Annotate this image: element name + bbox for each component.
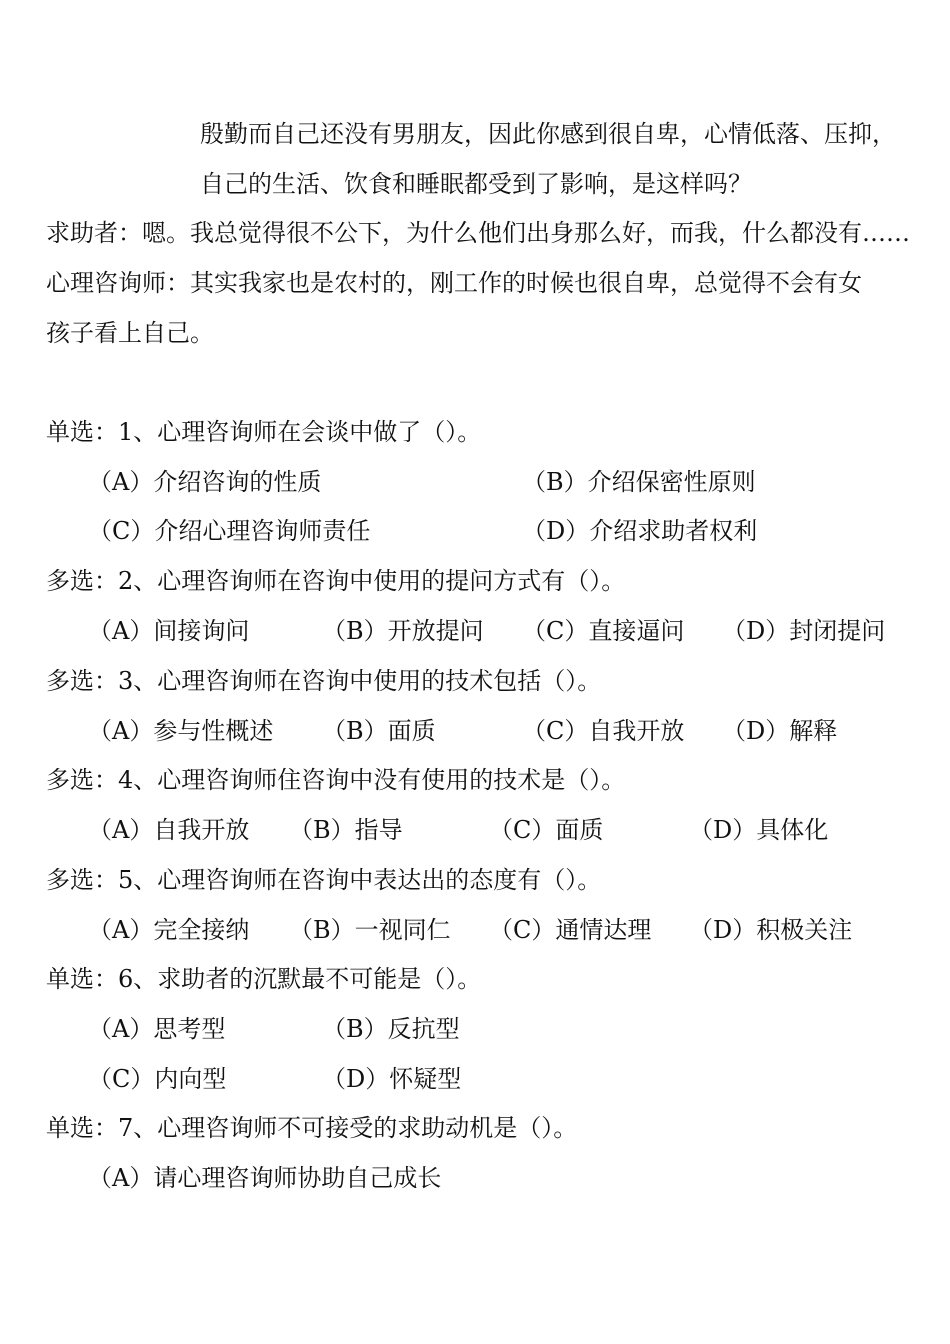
option-b: （B）面质 bbox=[322, 717, 436, 745]
question-options-row bbox=[46, 910, 904, 950]
option-a: （A）介绍咨询的性质 bbox=[88, 468, 322, 496]
question-stem: 多选：3、心理咨询师在咨询中使用的技术包括（）。 bbox=[46, 667, 602, 695]
question-stem: 单选：7、心理咨询师不可接受的求助动机是（）。 bbox=[46, 1114, 578, 1142]
option-c: （C）直接逼问 bbox=[522, 617, 685, 645]
question-options-row bbox=[46, 1158, 904, 1198]
option-d: （D）解释 bbox=[722, 717, 838, 745]
option-b: （B）一视同仁 bbox=[289, 916, 451, 944]
question-options-row bbox=[46, 1059, 904, 1099]
option-d: （D）介绍求助者权利 bbox=[522, 517, 758, 545]
question-options-row bbox=[46, 711, 904, 751]
option-a: （A）请心理咨询师协助自己成长 bbox=[88, 1164, 442, 1192]
option-c: （C）面质 bbox=[489, 816, 604, 844]
dialogue-continuation-line-2: 自己的生活、饮食和睡眠都受到了影响，是这样吗？ bbox=[200, 170, 752, 198]
dialogue-continuation-line-1: 殷勤而自己还没有男朋友，因此你感到很自卑，心情低落、压抑， bbox=[200, 120, 896, 148]
counselor-statement-line-1: 心理咨询师：其实我家也是农村的，刚工作的时候也很自卑，总觉得不会有女 bbox=[46, 269, 862, 297]
question-options-row bbox=[46, 1009, 904, 1049]
option-c: （C）内向型 bbox=[88, 1065, 227, 1093]
question-options-row bbox=[46, 511, 904, 551]
question-stem: 多选：2、心理咨询师在咨询中使用的提问方式有（）。 bbox=[46, 567, 626, 595]
counselor-statement-line-2: 孩子看上自己。 bbox=[46, 319, 214, 347]
question-stem: 单选：1、心理咨询师在会谈中做了（）。 bbox=[46, 418, 482, 446]
client-statement: 求助者：嗯。我总觉得很不公下，为什么他们出身那么好，而我，什么都没有…… bbox=[46, 219, 910, 247]
option-b: （B）开放提问 bbox=[322, 617, 484, 645]
option-d: （D）具体化 bbox=[689, 816, 829, 844]
option-d: （D）积极关注 bbox=[689, 916, 853, 944]
question-stem: 多选：4、心理咨询师住咨询中没有使用的技术是（）。 bbox=[46, 766, 626, 794]
option-c: （C）介绍心理咨询师责任 bbox=[88, 517, 371, 545]
question-options-row bbox=[46, 810, 904, 850]
option-a: （A）参与性概述 bbox=[88, 717, 274, 745]
option-b: （B）介绍保密性原则 bbox=[522, 468, 756, 496]
option-c: （C）自我开放 bbox=[522, 717, 685, 745]
option-b: （B）指导 bbox=[289, 816, 403, 844]
option-a: （A）自我开放 bbox=[88, 816, 250, 844]
option-a: （A）完全接纳 bbox=[88, 916, 250, 944]
option-a: （A）间接询问 bbox=[88, 617, 250, 645]
question-options-row bbox=[46, 611, 904, 651]
option-d: （D）怀疑型 bbox=[322, 1065, 462, 1093]
option-d: （D）封闭提问 bbox=[722, 617, 886, 645]
option-a: （A）思考型 bbox=[88, 1015, 226, 1043]
option-c: （C）通情达理 bbox=[489, 916, 652, 944]
question-stem: 单选：6、求助者的沉默最不可能是（）。 bbox=[46, 965, 482, 993]
question-stem: 多选：5、心理咨询师在咨询中表达出的态度有（）。 bbox=[46, 866, 602, 894]
option-b: （B）反抗型 bbox=[322, 1015, 460, 1043]
question-options-row bbox=[46, 462, 904, 502]
